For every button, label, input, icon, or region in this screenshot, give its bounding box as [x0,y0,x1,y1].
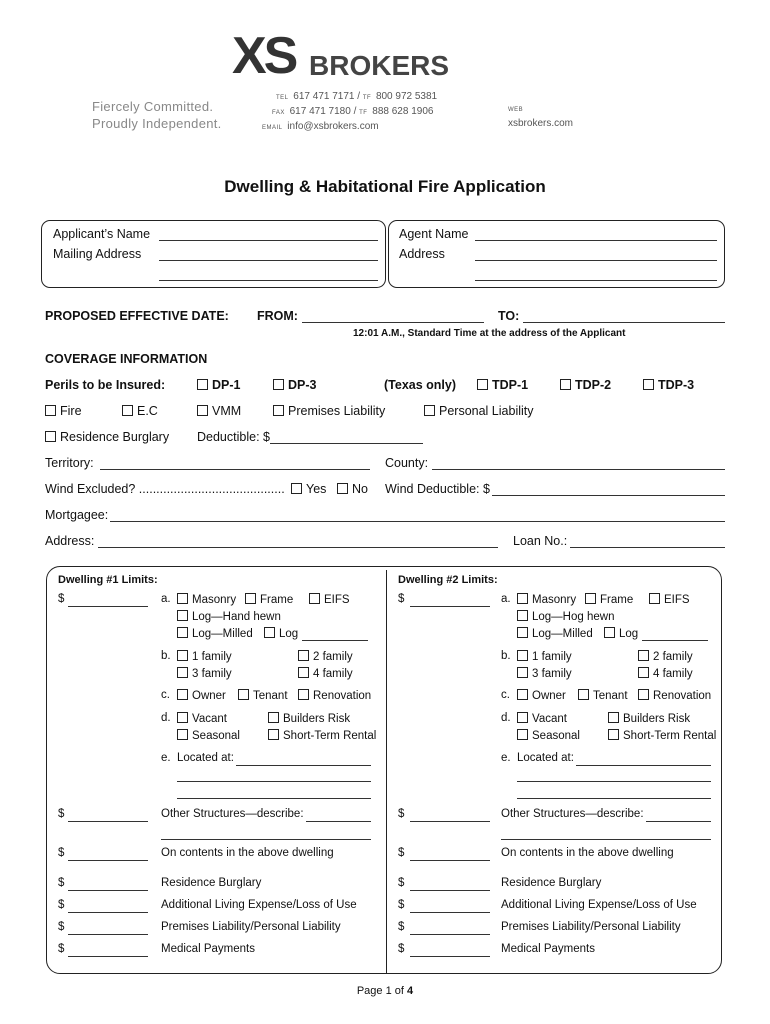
d1-builders-label: Builders Risk [283,713,351,725]
tel-tag: TEL [276,95,289,101]
d2-located-field-1[interactable] [576,765,711,766]
d2-1family-checkbox[interactable] [517,650,528,661]
tagline-line-2: Proudly Independent. [92,116,222,131]
d2-burglary-label: Residence Burglary [501,877,602,889]
residence-burglary-label: Residence Burglary [60,430,170,444]
email-tag: EMAIL [262,125,283,131]
d2-owner-label: Owner [532,690,566,702]
d1-eifs-option[interactable] [309,593,350,606]
d1-pl-amount[interactable] [68,934,148,935]
agent-box [388,220,725,288]
d1-owner-label: Owner [192,690,226,702]
page-indicator [0,985,770,997]
d2-med-amount[interactable] [410,956,490,957]
d2-2family-checkbox[interactable] [638,650,649,661]
d1-frame-checkbox[interactable] [245,593,256,604]
effective-time-note: 12:01 A.M., Standard Time at the address of the Applicant [353,328,626,339]
tdp3-option[interactable] [643,378,694,392]
d1-other-label: Other Structures—describe: [161,808,304,820]
d1-renovation-checkbox[interactable] [298,689,309,700]
d2-other-dollar: $ [398,808,405,820]
d2-short-term-label: Short-Term Rental [623,730,717,742]
d1-builders-option[interactable] [268,712,350,725]
d1-log-milled-label: Log—Milled [192,628,253,640]
d2-vacant-checkbox[interactable] [517,712,528,723]
d1-masonry-label: Masonry [192,594,237,606]
dp1-label: DP-1 [212,378,241,392]
dwelling-1-title: Dwelling #1 Limits: [58,574,158,586]
d1-other-field-2[interactable] [161,839,371,840]
d1-burglary-dollar: $ [58,877,65,889]
applicant-name-label: Applicant’s Name [53,227,151,241]
d1-seasonal-option[interactable] [177,729,240,742]
wind-yes-option[interactable] [291,482,326,496]
d2-renovation-checkbox[interactable] [638,689,649,700]
d2-med-dollar: $ [398,943,405,955]
personal-liability-label: Personal Liability [439,404,534,418]
vmm-checkbox[interactable] [197,405,208,416]
d2-renovation-label: Renovation [653,690,712,702]
d2-seasonal-label: Seasonal [532,730,580,742]
d1-d-label: d. [161,712,171,724]
page-prefix: Page [356,985,386,997]
d2-pl-dollar: $ [398,921,405,933]
d2-contents-amount[interactable] [410,860,490,861]
d2-contents-label: On contents in the above dwelling [501,847,674,859]
web-block [508,104,573,130]
d1-log-hand-checkbox[interactable] [177,610,188,621]
d2-owner-option[interactable] [517,689,566,702]
d1-frame-label: Frame [260,594,294,606]
d1-frame-option[interactable] [245,593,293,606]
from-label: FROM: [257,309,298,323]
fire-label: Fire [60,404,82,418]
d1-short-term-label: Short-Term Rental [283,730,377,742]
county-label: County: [385,456,429,470]
tagline [92,98,222,132]
wind-yes-label: Yes [306,482,327,496]
d2-burglary-dollar: $ [398,877,405,889]
d2-seasonal-option[interactable] [517,729,580,742]
d2-log-hand-option[interactable] [517,610,614,623]
tf-number: 800 972 5381 [375,91,438,102]
d2-a-label: a. [501,593,511,605]
vmm-option[interactable] [197,404,241,418]
d1-builders-checkbox[interactable] [268,712,279,723]
agent-name-label: Agent Name [399,227,469,241]
page-number: 1 [385,985,392,997]
deductible-label: Deductible: $ [197,430,270,444]
tf-tag: TF [362,95,372,101]
d1-1family-checkbox[interactable] [177,650,188,661]
ec-label: E.C [137,404,158,418]
d1-1family-label: 1 family [192,651,232,663]
d2-log-checkbox[interactable] [604,627,615,638]
d1-burglary-label: Residence Burglary [161,877,262,889]
dwelling-2-section [386,566,722,974]
tagline-line-1: Fiercely Committed. [92,99,214,114]
d2-4family-option[interactable] [638,667,693,680]
d2-owner-checkbox[interactable] [517,689,528,700]
d2-3family-checkbox[interactable] [517,667,528,678]
d2-pl-label: Premises Liability/Personal Liability [501,921,681,933]
d1-med-amount[interactable] [68,956,148,957]
d1-renovation-option[interactable] [298,689,371,702]
dp1-option[interactable] [197,378,240,392]
d2-burglary-amount[interactable] [410,890,490,891]
d2-log-hand-checkbox[interactable] [517,610,528,621]
page-total: 4 [407,985,414,997]
form-title: Dwelling & Habitational Fire Application [224,177,546,196]
wind-excluded-label: Wind Excluded? .......................................... [45,482,285,496]
tel-number: 617 471 7171 / [293,91,361,102]
d2-masonry-checkbox[interactable] [517,593,528,604]
fire-checkbox[interactable] [45,405,56,416]
wind-deductible-label: Wind Deductible: $ [385,482,490,496]
premises-liability-label: Premises Liability [288,404,386,418]
tdp2-label: TDP-2 [575,378,612,392]
email-link[interactable]: info@xsbrokers.com [287,121,379,132]
agent-address-label: Address [399,247,445,261]
personal-liability-option[interactable] [424,404,534,418]
d2-other-field-2[interactable] [501,839,711,840]
d1-vacant-checkbox[interactable] [177,712,188,723]
effective-date-label: PROPOSED EFFECTIVE DATE: [45,309,229,323]
d1-3family-option[interactable] [177,667,232,680]
d2-vacant-label: Vacant [532,713,567,725]
wind-yes-checkbox[interactable] [291,483,302,494]
vmm-label: VMM [212,404,242,418]
loan-no-label: Loan No.: [513,534,568,548]
d1-4family-label: 4 family [313,668,353,680]
d1-seasonal-label: Seasonal [192,730,240,742]
tdp3-checkbox[interactable] [643,379,654,390]
d2-other-field-1[interactable] [646,821,711,822]
d2-located-field-3[interactable] [517,798,711,799]
wind-deductible-field[interactable] [492,495,725,496]
to-label: TO: [498,309,520,323]
d1-ale-label: Additional Living Expense/Loss of Use [161,899,357,911]
d1-b-label: b. [161,650,171,662]
d2-2family-label: 2 family [653,651,693,663]
d1-owner-option[interactable] [177,689,226,702]
d1-pl-label: Premises Liability/Personal Liability [161,921,341,933]
mailing-address-label: Mailing Address [53,247,142,261]
dwelling-2-amount-field[interactable] [410,606,490,607]
tdp1-label: TDP-1 [492,378,529,392]
d2-other-amount[interactable] [410,821,490,822]
d2-2family-option[interactable] [638,650,693,663]
d1-tenant-option[interactable] [238,689,288,702]
d1-2family-checkbox[interactable] [298,650,309,661]
d2-ale-amount[interactable] [410,912,490,913]
d2-eifs-option[interactable] [649,593,690,606]
d1-log-field[interactable] [302,640,368,641]
d1-seasonal-checkbox[interactable] [177,729,188,740]
d2-3family-label: 3 family [532,668,572,680]
wind-no-checkbox[interactable] [337,483,348,494]
d2-eifs-label: EIFS [664,594,690,606]
d1-ale-amount[interactable] [68,912,148,913]
d1-log-hand-label: Log—Hand hewn [192,611,281,623]
d1-masonry-checkbox[interactable] [177,593,188,604]
d2-d-label: d. [501,712,511,724]
tdp2-option[interactable] [560,378,611,392]
d2-1family-option[interactable] [517,650,572,663]
to-date-field[interactable] [523,322,725,323]
mailing-address-field-1[interactable] [159,260,378,261]
dwelling-1-dollar [58,593,64,605]
page-of: of [391,985,408,997]
logo-xs: XS [232,27,296,85]
d1-other-field-1[interactable] [306,821,371,822]
d2-tenant-option[interactable] [578,689,628,702]
dp3-checkbox[interactable] [273,379,284,390]
coverage-heading: COVERAGE INFORMATION [45,352,208,366]
d1-located-field-2[interactable] [177,781,371,782]
d1-4family-option[interactable] [298,667,353,680]
mortgagee-address-label: Address: [45,534,95,548]
d1-tenant-checkbox[interactable] [238,689,249,700]
d2-builders-checkbox[interactable] [608,712,619,723]
d2-log-hand-label: Log—Hog hewn [532,611,615,623]
residence-burglary-checkbox[interactable] [45,431,56,442]
texas-only-label: (Texas only) [384,378,457,392]
d1-vacant-label: Vacant [192,713,227,725]
d2-log-milled-label: Log—Milled [532,628,593,640]
d2-builders-option[interactable] [608,712,690,725]
d1-log-label: Log [279,628,299,640]
d2-masonry-label: Masonry [532,594,577,606]
territory-label: Territory: [45,456,94,470]
d2-eifs-checkbox[interactable] [649,593,660,604]
premises-liability-checkbox[interactable] [273,405,284,416]
d2-e-label: e. [501,752,511,764]
d2-log-milled-option[interactable] [517,627,593,640]
d2-log-option[interactable] [604,627,638,640]
d1-3family-label: 3 family [192,668,232,680]
d2-frame-label: Frame [600,594,634,606]
d2-1family-label: 1 family [532,651,572,663]
d1-log-milled-option[interactable] [177,627,253,640]
d2-other-label: Other Structures—describe: [501,808,644,820]
d1-eifs-checkbox[interactable] [309,593,320,604]
d1-4family-checkbox[interactable] [298,667,309,678]
d2-ale-dollar: $ [398,899,405,911]
dollar-sign: $ [58,593,65,605]
d1-masonry-option[interactable] [177,593,236,606]
d2-tenant-label: Tenant [593,690,628,702]
d2-located-label: Located at: [517,752,574,764]
d2-log-label: Log [619,628,639,640]
dwelling-1-section [46,566,386,974]
d2-seasonal-checkbox[interactable] [517,729,528,740]
mortgagee-field[interactable] [110,521,725,522]
deductible-field[interactable] [270,443,423,444]
d2-vacant-option[interactable] [517,712,567,725]
d2-4family-checkbox[interactable] [638,667,649,678]
tf2-number: 888 628 1906 [372,106,434,117]
d1-contents-dollar: $ [58,847,65,859]
web-link[interactable]: xsbrokers.com [508,118,574,129]
agent-address-field-2[interactable] [475,280,717,281]
from-date-field[interactable] [302,322,484,323]
wind-no-option[interactable] [337,482,368,496]
d1-log-checkbox[interactable] [264,627,275,638]
tdp2-checkbox[interactable] [560,379,571,390]
d2-masonry-option[interactable] [517,593,576,606]
d2-pl-amount[interactable] [410,934,490,935]
d1-c-label: c. [161,689,170,701]
d1-contents-amount[interactable] [68,860,148,861]
dp3-label: DP-3 [288,378,317,392]
ec-checkbox[interactable] [122,405,133,416]
mortgagee-label: Mortgagee: [45,508,109,522]
residence-burglary-option[interactable] [45,430,169,444]
d2-b-label: b. [501,650,511,662]
d2-ale-label: Additional Living Expense/Loss of Use [501,899,697,911]
d2-4family-label: 4 family [653,668,693,680]
tdp1-checkbox[interactable] [477,379,488,390]
d1-a-label: a. [161,593,171,605]
d1-tenant-label: Tenant [253,690,288,702]
d1-3family-checkbox[interactable] [177,667,188,678]
d2-frame-checkbox[interactable] [585,593,596,604]
fax-number: 617 471 7180 / [289,106,357,117]
web-tag: WEB [508,107,524,113]
dwelling-2-dollar: $ [398,593,405,605]
d1-eifs-label: EIFS [324,594,350,606]
personal-liability-checkbox[interactable] [424,405,435,416]
d1-log-milled-checkbox[interactable] [177,627,188,638]
d2-tenant-checkbox[interactable] [578,689,589,700]
d2-3family-option[interactable] [517,667,572,680]
d2-c-label: c. [501,689,510,701]
d2-short-term-checkbox[interactable] [608,729,619,740]
applicant-name-field[interactable] [159,240,378,241]
d1-med-label: Medical Payments [161,943,255,955]
d2-log-milled-checkbox[interactable] [517,627,528,638]
fire-option[interactable] [45,404,82,418]
d1-located-field-1[interactable] [236,765,371,766]
d1-owner-checkbox[interactable] [177,689,188,700]
d1-pl-dollar: $ [58,921,65,933]
ec-option[interactable] [122,404,158,418]
d1-other-amount[interactable] [68,821,148,822]
d1-contents-label: On contents in the above dwelling [161,847,334,859]
dwelling-2-title: Dwelling #2 Limits: [398,574,498,586]
d2-builders-label: Builders Risk [623,713,691,725]
d1-log-option[interactable] [264,627,298,640]
perils-label: Perils to be Insured: [45,378,166,392]
agent-name-field[interactable] [475,240,717,241]
d1-short-term-option[interactable] [268,729,376,742]
dwelling-1-amount-field[interactable] [68,606,148,607]
applicant-box [41,220,386,288]
d2-frame-option[interactable] [585,593,633,606]
d1-short-term-checkbox[interactable] [268,729,279,740]
d1-other-dollar: $ [58,808,65,820]
d1-log-hand-option[interactable] [177,610,281,623]
loan-no-field[interactable] [570,547,725,548]
d1-burglary-amount[interactable] [68,890,148,891]
d1-ale-dollar: $ [58,899,65,911]
contact-block [262,90,462,135]
d1-med-dollar: $ [58,943,65,955]
d2-contents-dollar: $ [398,847,405,859]
county-field[interactable] [432,469,725,470]
d1-2family-option[interactable] [298,650,353,663]
d1-located-field-3[interactable] [177,798,371,799]
company-logo [232,28,452,84]
tdp3-label: TDP-3 [658,378,695,392]
wind-no-label: No [352,482,368,496]
premises-liability-option[interactable] [273,404,385,418]
mailing-address-field-2[interactable] [159,280,378,281]
agent-address-field-1[interactable] [475,260,717,261]
territory-field[interactable] [100,469,370,470]
d1-1family-option[interactable] [177,650,232,663]
fax-tag: FAX [272,110,285,116]
tdp1-option[interactable] [477,378,528,392]
d1-renovation-label: Renovation [313,690,372,702]
d1-2family-label: 2 family [313,651,353,663]
tf2-tag: TF [359,110,368,116]
dp1-checkbox[interactable] [197,379,208,390]
d1-vacant-option[interactable] [177,712,227,725]
mortgagee-address-field[interactable] [98,547,498,548]
d2-located-field-2[interactable] [517,781,711,782]
d2-med-label: Medical Payments [501,943,595,955]
d2-log-field[interactable] [642,640,708,641]
d1-located-label: Located at: [177,752,234,764]
d2-renovation-option[interactable] [638,689,711,702]
dp3-option[interactable] [273,378,316,392]
d1-e-label: e. [161,752,171,764]
logo-brokers: BROKERS [309,50,450,81]
d2-short-term-option[interactable] [608,729,716,742]
